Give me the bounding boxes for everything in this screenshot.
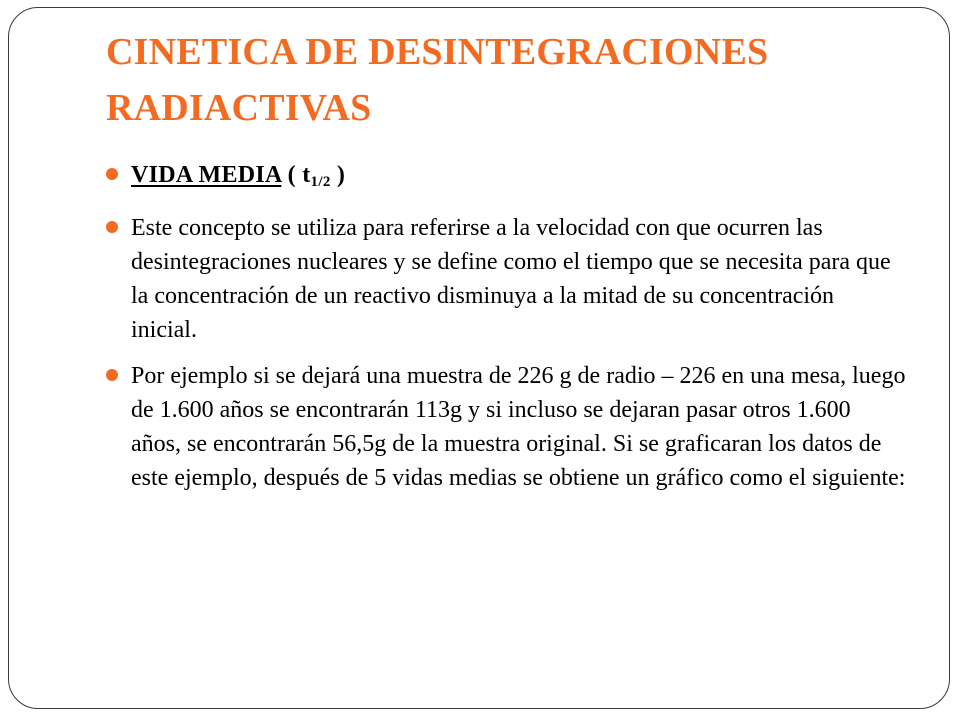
section-heading: VIDA MEDIA <box>131 162 282 188</box>
heading-paren-close: ) <box>330 162 346 188</box>
bullet-dot-icon <box>106 168 118 180</box>
bullet-text: Este concepto se utiliza para referirse a la velocidad con que ocurren las desintegraciones nucleares y se define como el tiempo que se necesita para que la concentración de un reactivo disminuya a la mitad de su concentración inicial. <box>131 215 891 343</box>
bullet-dot-icon <box>106 369 118 381</box>
bullet-list <box>106 158 906 507</box>
bullet-item-definition <box>106 211 906 347</box>
bullet-item-example <box>106 359 906 495</box>
heading-paren-open: ( t <box>281 162 311 188</box>
bullet-text: Por ejemplo si se dejará una muestra de 226 g de radio – 226 en una mesa, luego de 1.600 años se encontrarán 113g y si incluso se dejaran pasar otros 1.600 años, se encontrarán 56,5g de la muestra original. Si se graficaran los datos de este ejemplo, después de 5 vidas medias se obtiene un gráfico como el siguiente: <box>131 363 906 491</box>
slide-title: CINETICA DE DESINTEGRACIONES RADIACTIVAS <box>106 31 769 129</box>
bullet-item-vida-media <box>106 158 906 199</box>
heading-subscript: 1/2 <box>310 174 331 190</box>
bullet-dot-icon <box>106 221 118 233</box>
